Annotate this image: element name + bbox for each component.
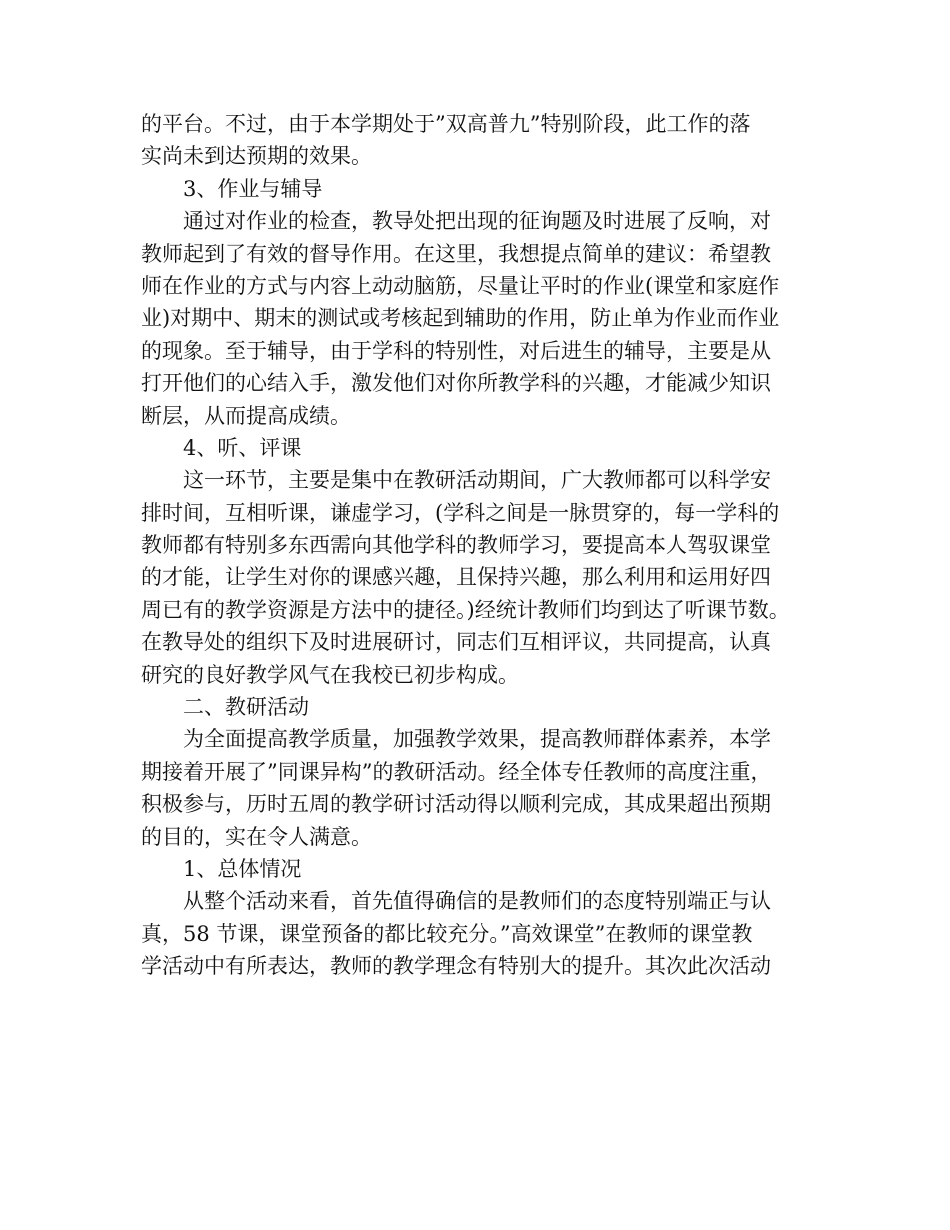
text-line: 打开他们的心结入手，激发他们对你所教学科的兴趣，才能减少知识 — [141, 371, 771, 396]
text-line: 断层，从而提高成绩。 — [141, 403, 351, 428]
text-line: 的才能，让学生对你的课感兴趣，且保持兴趣，那么利用和运用好四 — [141, 565, 771, 590]
text-line: 4、听、评课 — [183, 435, 302, 460]
text-line: 这一环节，主要是集中在教研活动期间，广大教师都可以科学安 — [183, 468, 771, 493]
text-line: 周已有的教学资源是方法中的捷径。)经统计教师们均到达了听课节数。 — [141, 597, 790, 622]
text-line: 实尚未到达预期的效果。 — [141, 144, 372, 169]
text-line: 教师起到了有效的督导作用。在这里，我想提点简单的建议：希望教 — [141, 241, 771, 266]
document-body — [141, 113, 821, 988]
text-line: 排时间，互相听课，谦虚学习，(学科之间是一脉贯穿的，每一学科的 — [141, 500, 780, 525]
text-line: 从整个活动来看，首先值得确信的是教师们的态度特别端正与认 — [183, 889, 771, 914]
text-line: 真，58 节课，课堂预备的都比较充分。”高效课堂”在教师的课堂教 — [141, 921, 753, 946]
text-line: 在教导处的组织下及时进展研讨，同志们互相评议，共同提高，认真 — [141, 630, 771, 655]
text-line: 积极参与，历时五周的教学研讨活动得以顺利完成，其成果超出预期 — [141, 792, 771, 817]
text-line: 的目的，实在令人满意。 — [141, 824, 372, 849]
text-line: 期接着开展了”同课异构”的教研活动。经全体专任教师的高度注重， — [141, 759, 772, 784]
text-line: 1、总体情况 — [183, 856, 302, 881]
text-line: 为全面提高教学质量，加强教学效果，提高教师群体素养，本学 — [183, 727, 771, 752]
text-line: 学活动中有所表达，教师的教学理念有特别大的提升。其次此次活动 — [141, 954, 771, 979]
text-line: 的现象。至于辅导，由于学科的特别性，对后进生的辅导，主要是从 — [141, 338, 771, 363]
text-line: 师在作业的方式与内容上动动脑筋，尽量让平时的作业(课堂和家庭作 — [141, 273, 780, 298]
text-line: 业)对期中、期末的测试或考核起到辅助的作用，防止单为作业而作业 — [141, 306, 780, 331]
text-line: 研究的良好教学风气在我校已初步构成。 — [141, 662, 519, 687]
text-line: 3、作业与辅导 — [183, 176, 323, 201]
text-line: 二、教研活动 — [183, 695, 309, 720]
text-line: 的平台。不过，由于本学期处于”双高普九”特别阶段，此工作的落 — [141, 112, 751, 136]
text-line: 教师都有特别多东西需向其他学科的教师学习，要提高本人驾驭课堂 — [141, 533, 771, 558]
text-line: 通过对作业的检查，教导处把出现的征询题及时进展了反响，对 — [183, 209, 771, 234]
